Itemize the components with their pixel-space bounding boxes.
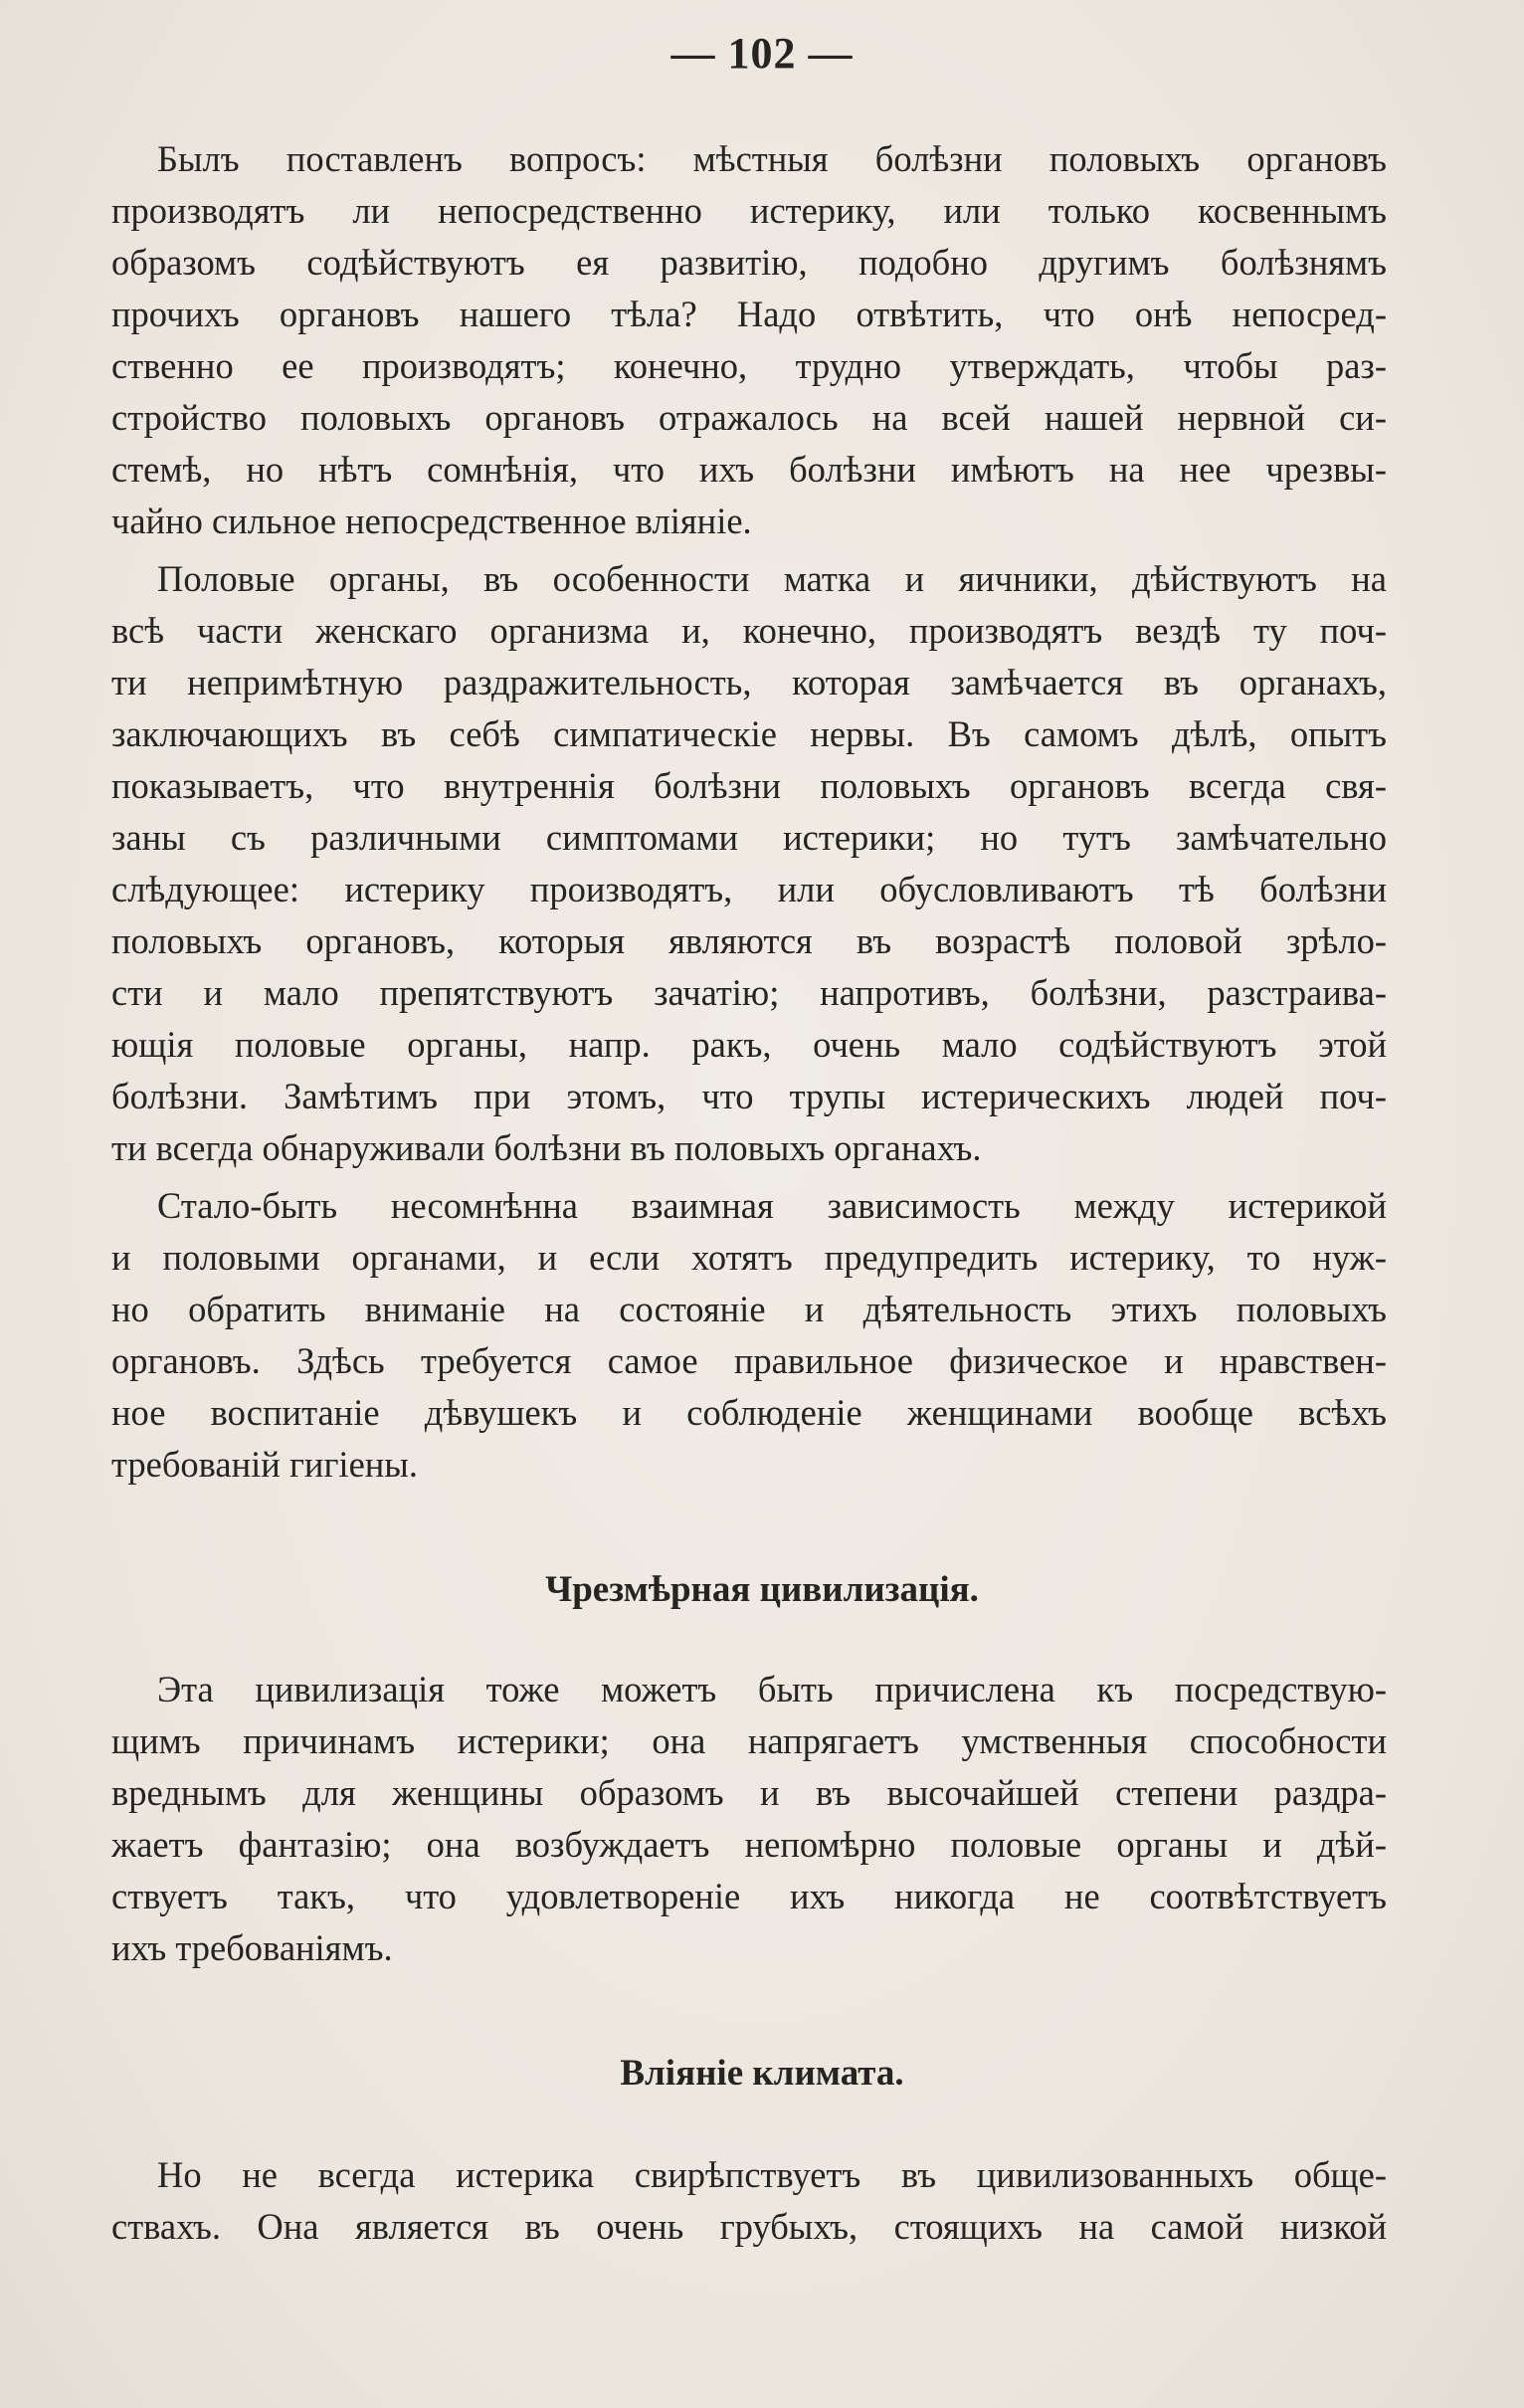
section-heading-civilization: Чрезмѣрная цивилизація. — [545, 1569, 979, 1610]
paragraph-civilization — [111, 1664, 1387, 1974]
text-line: ихъ требованіямъ. — [111, 1927, 393, 1968]
text-line: стройство половыхъ органовъ отражалось на всей нашей нервной си- — [111, 397, 1387, 438]
text-line: Стало-быть несомнѣнна взаимная зависимость между истерикой — [157, 1185, 1387, 1226]
text-line: жаетъ фантазію; она возбуждаетъ непомѣрно половые органы и дѣй- — [111, 1824, 1387, 1865]
section-heading-climate: Вліяніе климата. — [620, 2053, 904, 2094]
text-line: Но не всегда истерика свирѣпствуетъ въ цивилизованныхъ обще- — [157, 2154, 1387, 2195]
text-line: образомъ содѣйствуютъ ея развитію, подобно другимъ болѣзнямъ — [111, 242, 1387, 283]
text-line: требованій гигіены. — [111, 1444, 418, 1485]
text-line: Эта цивилизація тоже можетъ быть причислена къ посредствую- — [157, 1669, 1387, 1709]
text-line: показываетъ, что внутреннія болѣзни половыхъ органовъ всегда свя- — [111, 765, 1387, 806]
text-line: щимъ причинамъ истерики; она напрягаетъ умственныя способности — [111, 1720, 1387, 1761]
text-line: сти и мало препятствуютъ зачатію; напротивъ, болѣзни, разстраива- — [111, 972, 1387, 1013]
page-number: — 102 — — [670, 29, 854, 78]
paragraph-3 — [111, 1180, 1387, 1491]
text-line: чайно сильное непосредственное вліяніе. — [111, 501, 752, 541]
text-line: болѣзни. Замѣтимъ при этомъ, что трупы истерическихъ людей поч- — [111, 1076, 1387, 1116]
text-line: заключающихъ въ себѣ симпатическіе нервы. Въ самомъ дѣлѣ, опытъ — [111, 713, 1387, 754]
text-line: ное воспитаніе дѣвушекъ и соблюденіе женщинами вообще всѣхъ — [111, 1392, 1387, 1433]
text-line: но обратить вниманіе на состояніе и дѣятельность этихъ половыхъ — [111, 1289, 1387, 1329]
text-line: ствахъ. Она является въ очень грубыхъ, стоящихъ на самой низкой — [111, 2206, 1387, 2247]
text-line: слѣдующее: истерику производятъ, или обусловливаютъ тѣ болѣзни — [111, 869, 1387, 909]
text-line: ствуетъ такъ, что удовлетвореніе ихъ никогда не соотвѣтствуетъ — [111, 1876, 1387, 1916]
text-line: Половые органы, въ особенности матка и яичники, дѣйствуютъ на — [157, 558, 1387, 599]
text-line: всѣ части женскаго организма и, конечно, производятъ вездѣ ту поч- — [111, 610, 1387, 651]
text-line: вреднымъ для женщины образомъ и въ высочайшей степени раздра- — [111, 1772, 1387, 1813]
text-line: прочихъ органовъ нашего тѣла? Надо отвѣтить, что онѣ непосред- — [111, 294, 1387, 334]
text-line: ющія половые органы, напр. ракъ, очень мало содѣйствуютъ этой — [111, 1024, 1387, 1065]
text-line: заны съ различными симптомами истерики; но тутъ замѣчательно — [111, 817, 1387, 858]
text-line: половыхъ органовъ, которыя являются въ возрастѣ половой зрѣло- — [111, 920, 1387, 961]
text-line: производятъ ли непосредственно истерику, или только косвеннымъ — [111, 190, 1387, 231]
text-line: органовъ. Здѣсь требуется самое правильное физическое и нравствен- — [111, 1340, 1387, 1381]
paragraph-1 — [111, 133, 1387, 547]
text-line: ти всегда обнаруживали болѣзни въ половыхъ органахъ. — [111, 1127, 982, 1168]
paragraph-climate — [111, 2149, 1387, 2253]
text-line: и половыми органами, и если хотятъ предупредить истерику, то нуж- — [111, 1237, 1387, 1278]
text-line: Былъ поставленъ вопросъ: мѣстныя болѣзни половыхъ органовъ — [157, 138, 1387, 179]
text-line: стемѣ, но нѣтъ сомнѣнія, что ихъ болѣзни имѣютъ на нее чрезвы- — [111, 449, 1387, 490]
text-line: ти непримѣтную раздражительность, которая замѣчается въ органахъ, — [111, 662, 1387, 702]
paragraph-2 — [111, 553, 1387, 1174]
text-line: ственно ее производятъ; конечно, трудно утверждать, чтобы раз- — [111, 345, 1387, 386]
